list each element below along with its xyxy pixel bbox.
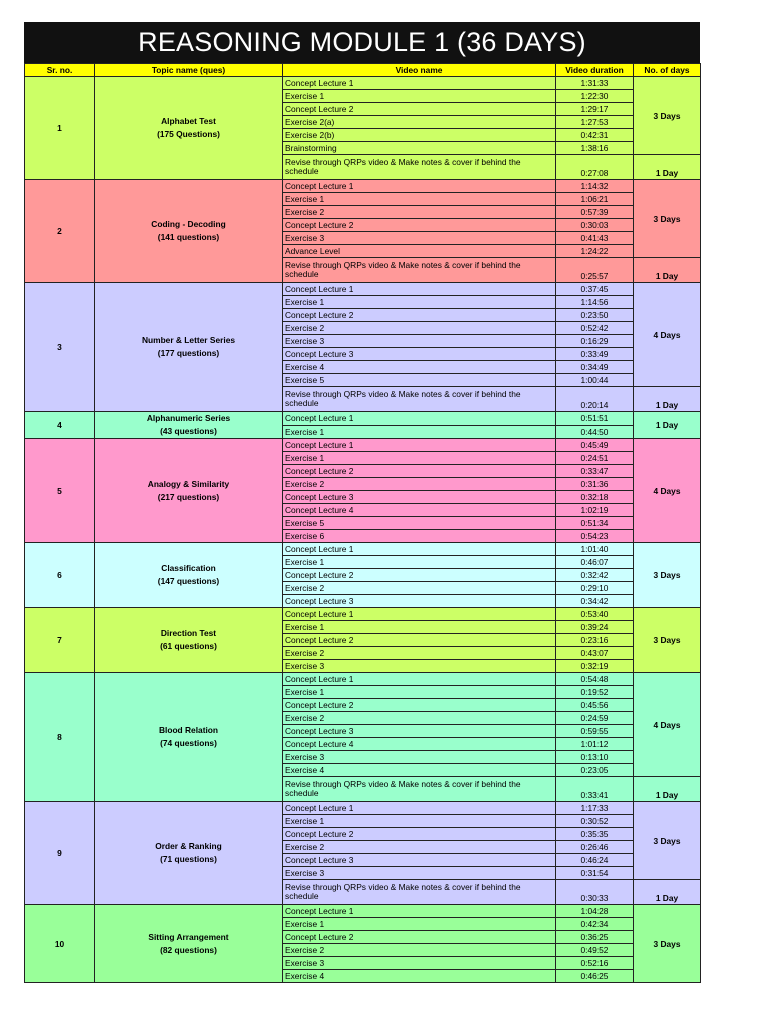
video-name-cell: Concept Lecture 2 bbox=[283, 465, 556, 478]
video-name-cell: Revise through QRPs video & Make notes & cover if behind the schedule bbox=[283, 777, 556, 802]
sr-no-cell: 5 bbox=[25, 439, 95, 543]
video-name-cell: Exercise 1 bbox=[283, 193, 556, 206]
video-name-cell: Concept Lecture 1 bbox=[283, 283, 556, 296]
table-row bbox=[25, 439, 701, 452]
video-name-cell: Concept Lecture 1 bbox=[283, 439, 556, 452]
sr-no-cell: 8 bbox=[25, 673, 95, 802]
topic-question-count: (141 questions) bbox=[157, 232, 220, 242]
video-duration-cell: 0:54:23 bbox=[556, 530, 634, 543]
video-duration-cell: 0:36:25 bbox=[556, 931, 634, 944]
video-name-cell: Concept Lecture 2 bbox=[283, 103, 556, 116]
topic-question-count: (43 questions) bbox=[160, 426, 217, 436]
video-duration-cell: 0:51:34 bbox=[556, 517, 634, 530]
video-duration-cell: 1:04:28 bbox=[556, 905, 634, 918]
days-cell: 3 Days bbox=[634, 802, 701, 880]
video-name-cell: Exercise 1 bbox=[283, 452, 556, 465]
video-duration-cell: 0:19:52 bbox=[556, 686, 634, 699]
video-name-cell: Revise through QRPs video & Make notes & cover if behind the schedule bbox=[283, 155, 556, 180]
video-duration-cell: 1:14:56 bbox=[556, 296, 634, 309]
video-name-cell: Exercise 2(b) bbox=[283, 129, 556, 142]
video-duration-cell: 1:06:21 bbox=[556, 193, 634, 206]
days-cell: 1 Day bbox=[634, 155, 701, 180]
topic-question-count: (175 Questions) bbox=[157, 129, 220, 139]
video-duration-cell: 0:41:43 bbox=[556, 232, 634, 245]
video-name-cell: Advance Level bbox=[283, 245, 556, 258]
video-name-cell: Concept Lecture 1 bbox=[283, 673, 556, 686]
video-name-cell: Exercise 2 bbox=[283, 478, 556, 491]
video-name-cell: Exercise 2 bbox=[283, 712, 556, 725]
sr-no-cell: 9 bbox=[25, 802, 95, 905]
video-duration-cell: 0:54:48 bbox=[556, 673, 634, 686]
video-name-cell: Exercise 5 bbox=[283, 374, 556, 387]
video-duration-cell: 0:33:41 bbox=[556, 777, 634, 802]
video-duration-cell: 1:17:33 bbox=[556, 802, 634, 815]
video-duration-cell: 0:24:51 bbox=[556, 452, 634, 465]
topic-question-count: (82 questions) bbox=[160, 944, 217, 955]
days-cell: 3 Days bbox=[634, 77, 701, 155]
video-name-cell: Exercise 3 bbox=[283, 867, 556, 880]
video-name-cell: Concept Lecture 2 bbox=[283, 634, 556, 647]
video-name-cell: Concept Lecture 3 bbox=[283, 491, 556, 504]
days-cell: 4 Days bbox=[634, 673, 701, 777]
sr-no-cell: 1 bbox=[25, 77, 95, 180]
table-row bbox=[25, 802, 701, 815]
topic-cell bbox=[95, 802, 283, 905]
video-duration-cell: 1:01:40 bbox=[556, 543, 634, 556]
days-cell: 3 Days bbox=[634, 905, 701, 983]
topic-name: Order & Ranking bbox=[155, 841, 222, 851]
sr-no-cell: 3 bbox=[25, 283, 95, 412]
topic-name: Analogy & Similarity bbox=[147, 478, 230, 489]
video-duration-cell: 0:31:36 bbox=[556, 478, 634, 491]
video-duration-cell: 0:26:46 bbox=[556, 841, 634, 854]
days-cell: 1 Day bbox=[634, 880, 701, 905]
topic-question-count: (61 questions) bbox=[160, 641, 217, 651]
video-name-cell: Exercise 3 bbox=[283, 957, 556, 970]
video-duration-cell: 0:42:34 bbox=[556, 918, 634, 931]
video-duration-cell: 0:30:03 bbox=[556, 219, 634, 232]
video-duration-cell: 0:46:25 bbox=[556, 970, 634, 983]
video-duration-cell: 0:30:33 bbox=[556, 880, 634, 905]
video-duration-cell: 0:34:49 bbox=[556, 361, 634, 374]
video-name-cell: Concept Lecture 1 bbox=[283, 543, 556, 556]
video-name-cell: Exercise 6 bbox=[283, 530, 556, 543]
video-duration-cell: 0:24:59 bbox=[556, 712, 634, 725]
sr-no-cell: 6 bbox=[25, 543, 95, 608]
table-row bbox=[25, 283, 701, 296]
video-name-cell: Concept Lecture 3 bbox=[283, 348, 556, 361]
video-name-cell: Concept Lecture 3 bbox=[283, 854, 556, 867]
video-name-cell: Exercise 3 bbox=[283, 232, 556, 245]
video-name-cell: Exercise 2 bbox=[283, 841, 556, 854]
sr-no-cell: 7 bbox=[25, 608, 95, 673]
video-name-cell: Exercise 1 bbox=[283, 90, 556, 103]
topic-question-count: (147 questions) bbox=[157, 576, 220, 586]
video-name-cell: Concept Lecture 2 bbox=[283, 931, 556, 944]
topic-name: Classification bbox=[161, 563, 216, 573]
topic-name: Alphabet Test bbox=[161, 116, 216, 126]
days-cell: 4 Days bbox=[634, 283, 701, 387]
video-duration-cell: 0:29:10 bbox=[556, 582, 634, 595]
video-duration-cell: 1:00:44 bbox=[556, 374, 634, 387]
video-name-cell: Concept Lecture 4 bbox=[283, 738, 556, 751]
video-duration-cell: 0:45:49 bbox=[556, 439, 634, 452]
topic-name: Alphanumeric Series bbox=[146, 413, 231, 423]
topic-name: Sitting Arrangement bbox=[148, 931, 229, 942]
video-name-cell: Exercise 1 bbox=[283, 556, 556, 569]
sr-no-cell: 10 bbox=[25, 905, 95, 983]
table-row bbox=[25, 608, 701, 621]
video-name-cell: Exercise 4 bbox=[283, 361, 556, 374]
video-name-cell: Concept Lecture 2 bbox=[283, 219, 556, 232]
days-cell: 3 Days bbox=[634, 608, 701, 673]
video-name-cell: Exercise 2 bbox=[283, 944, 556, 957]
video-name-cell: Exercise 1 bbox=[283, 918, 556, 931]
table-row bbox=[25, 673, 701, 686]
video-name-cell: Exercise 2 bbox=[283, 322, 556, 335]
video-name-cell: Concept Lecture 2 bbox=[283, 569, 556, 582]
video-duration-cell: 0:52:16 bbox=[556, 957, 634, 970]
video-duration-cell: 0:33:49 bbox=[556, 348, 634, 361]
video-duration-cell: 0:53:40 bbox=[556, 608, 634, 621]
video-duration-cell: 0:44:50 bbox=[556, 425, 634, 439]
topic-cell bbox=[95, 673, 283, 802]
topic-question-count: (177 questions) bbox=[157, 348, 220, 358]
video-name-cell: Exercise 1 bbox=[283, 686, 556, 699]
video-duration-cell: 0:52:42 bbox=[556, 322, 634, 335]
video-duration-cell: 0:13:10 bbox=[556, 751, 634, 764]
video-duration-cell: 0:32:18 bbox=[556, 491, 634, 504]
days-cell: 3 Days bbox=[634, 543, 701, 608]
video-duration-cell: 0:42:31 bbox=[556, 129, 634, 142]
video-name-cell: Exercise 1 bbox=[283, 621, 556, 634]
video-duration-cell: 0:31:54 bbox=[556, 867, 634, 880]
video-duration-cell: 0:34:42 bbox=[556, 595, 634, 608]
table-row bbox=[25, 180, 701, 193]
header-topic-name: Topic name (ques) bbox=[95, 64, 283, 77]
video-duration-cell: 0:43:07 bbox=[556, 647, 634, 660]
video-name-cell: Concept Lecture 2 bbox=[283, 828, 556, 841]
topic-cell bbox=[95, 439, 283, 543]
video-name-cell: Exercise 1 bbox=[283, 815, 556, 828]
topic-name: Coding - Decoding bbox=[151, 219, 226, 229]
video-name-cell: Exercise 3 bbox=[283, 660, 556, 673]
topic-cell bbox=[95, 543, 283, 608]
video-duration-cell: 1:24:22 bbox=[556, 245, 634, 258]
video-duration-cell: 0:35:35 bbox=[556, 828, 634, 841]
video-duration-cell: 0:59:55 bbox=[556, 725, 634, 738]
topic-cell bbox=[95, 412, 283, 439]
topic-name: Blood Relation bbox=[158, 725, 219, 735]
header-row bbox=[25, 64, 701, 77]
video-duration-cell: 0:20:14 bbox=[556, 387, 634, 412]
video-name-cell: Concept Lecture 1 bbox=[283, 608, 556, 621]
video-duration-cell: 1:22:30 bbox=[556, 90, 634, 103]
video-name-cell: Revise through QRPs video & Make notes & cover if behind the schedule bbox=[283, 258, 556, 283]
days-cell: 1 Day bbox=[634, 258, 701, 283]
video-duration-cell: 0:16:29 bbox=[556, 335, 634, 348]
video-duration-cell: 0:57:39 bbox=[556, 206, 634, 219]
video-name-cell: Exercise 1 bbox=[283, 425, 556, 439]
topic-name: Direction Test bbox=[160, 628, 217, 638]
video-name-cell: Concept Lecture 1 bbox=[283, 802, 556, 815]
video-name-cell: Revise through QRPs video & Make notes & cover if behind the schedule bbox=[283, 880, 556, 905]
video-duration-cell: 0:46:24 bbox=[556, 854, 634, 867]
video-duration-cell: 0:25:57 bbox=[556, 258, 634, 283]
video-duration-cell: 0:27:08 bbox=[556, 155, 634, 180]
table-row bbox=[25, 77, 701, 90]
topic-question-count: (74 questions) bbox=[160, 738, 217, 748]
video-duration-cell: 0:51:51 bbox=[556, 412, 634, 426]
video-name-cell: Concept Lecture 1 bbox=[283, 77, 556, 90]
video-name-cell: Exercise 5 bbox=[283, 517, 556, 530]
video-name-cell: Brainstorming bbox=[283, 142, 556, 155]
sr-no-cell: 2 bbox=[25, 180, 95, 283]
video-name-cell: Exercise 2 bbox=[283, 647, 556, 660]
video-duration-cell: 1:02:19 bbox=[556, 504, 634, 517]
table-row bbox=[25, 543, 701, 556]
topic-cell bbox=[95, 905, 283, 983]
video-name-cell: Exercise 1 bbox=[283, 296, 556, 309]
video-duration-cell: 0:39:24 bbox=[556, 621, 634, 634]
header-sr-no: Sr. no. bbox=[25, 64, 95, 77]
video-duration-cell: 0:23:16 bbox=[556, 634, 634, 647]
video-name-cell: Exercise 4 bbox=[283, 970, 556, 983]
sr-no-cell: 4 bbox=[25, 412, 95, 439]
video-name-cell: Concept Lecture 3 bbox=[283, 725, 556, 738]
video-duration-cell: 1:29:17 bbox=[556, 103, 634, 116]
video-duration-cell: 1:27:53 bbox=[556, 116, 634, 129]
days-cell: 1 Day bbox=[634, 412, 701, 439]
video-duration-cell: 0:30:52 bbox=[556, 815, 634, 828]
video-duration-cell: 0:23:50 bbox=[556, 309, 634, 322]
days-cell: 1 Day bbox=[634, 387, 701, 412]
video-duration-cell: 0:49:52 bbox=[556, 944, 634, 957]
video-name-cell: Concept Lecture 1 bbox=[283, 180, 556, 193]
video-duration-cell: 0:37:45 bbox=[556, 283, 634, 296]
video-duration-cell: 0:46:07 bbox=[556, 556, 634, 569]
topic-cell bbox=[95, 77, 283, 180]
topic-cell bbox=[95, 608, 283, 673]
table-row bbox=[25, 412, 701, 426]
video-name-cell: Concept Lecture 2 bbox=[283, 309, 556, 322]
video-duration-cell: 1:31:33 bbox=[556, 77, 634, 90]
video-duration-cell: 1:01:12 bbox=[556, 738, 634, 751]
header-video-duration: Video duration bbox=[556, 64, 634, 77]
schedule-body bbox=[25, 77, 701, 983]
video-name-cell: Concept Lecture 2 bbox=[283, 699, 556, 712]
video-duration-cell: 0:32:19 bbox=[556, 660, 634, 673]
video-duration-cell: 0:23:05 bbox=[556, 764, 634, 777]
days-cell: 4 Days bbox=[634, 439, 701, 543]
topic-name: Number & Letter Series bbox=[141, 335, 236, 345]
schedule-sheet bbox=[24, 22, 700, 983]
schedule-table bbox=[24, 63, 701, 983]
video-name-cell: Revise through QRPs video & Make notes & cover if behind the schedule bbox=[283, 387, 556, 412]
video-name-cell: Exercise 3 bbox=[283, 335, 556, 348]
video-duration-cell: 1:38:16 bbox=[556, 142, 634, 155]
video-name-cell: Exercise 2 bbox=[283, 206, 556, 219]
video-duration-cell: 0:45:56 bbox=[556, 699, 634, 712]
video-name-cell: Exercise 3 bbox=[283, 751, 556, 764]
header-no-of-days: No. of days bbox=[634, 64, 701, 77]
video-name-cell: Concept Lecture 3 bbox=[283, 595, 556, 608]
table-row bbox=[25, 905, 701, 918]
sheet-title: REASONING MODULE 1 (36 DAYS) bbox=[24, 22, 700, 63]
topic-question-count: (217 questions) bbox=[157, 491, 220, 502]
video-name-cell: Exercise 2 bbox=[283, 582, 556, 595]
video-duration-cell: 0:33:47 bbox=[556, 465, 634, 478]
video-duration-cell: 0:32:42 bbox=[556, 569, 634, 582]
video-name-cell: Exercise 4 bbox=[283, 764, 556, 777]
header-video-name: Video name bbox=[283, 64, 556, 77]
video-name-cell: Concept Lecture 4 bbox=[283, 504, 556, 517]
video-name-cell: Concept Lecture 1 bbox=[283, 905, 556, 918]
video-name-cell: Concept Lecture 1 bbox=[283, 412, 556, 426]
days-cell: 1 Day bbox=[634, 777, 701, 802]
topic-question-count: (71 questions) bbox=[160, 854, 217, 864]
topic-cell bbox=[95, 180, 283, 283]
video-name-cell: Exercise 2(a) bbox=[283, 116, 556, 129]
video-duration-cell: 1:14:32 bbox=[556, 180, 634, 193]
topic-cell bbox=[95, 283, 283, 412]
days-cell: 3 Days bbox=[634, 180, 701, 258]
